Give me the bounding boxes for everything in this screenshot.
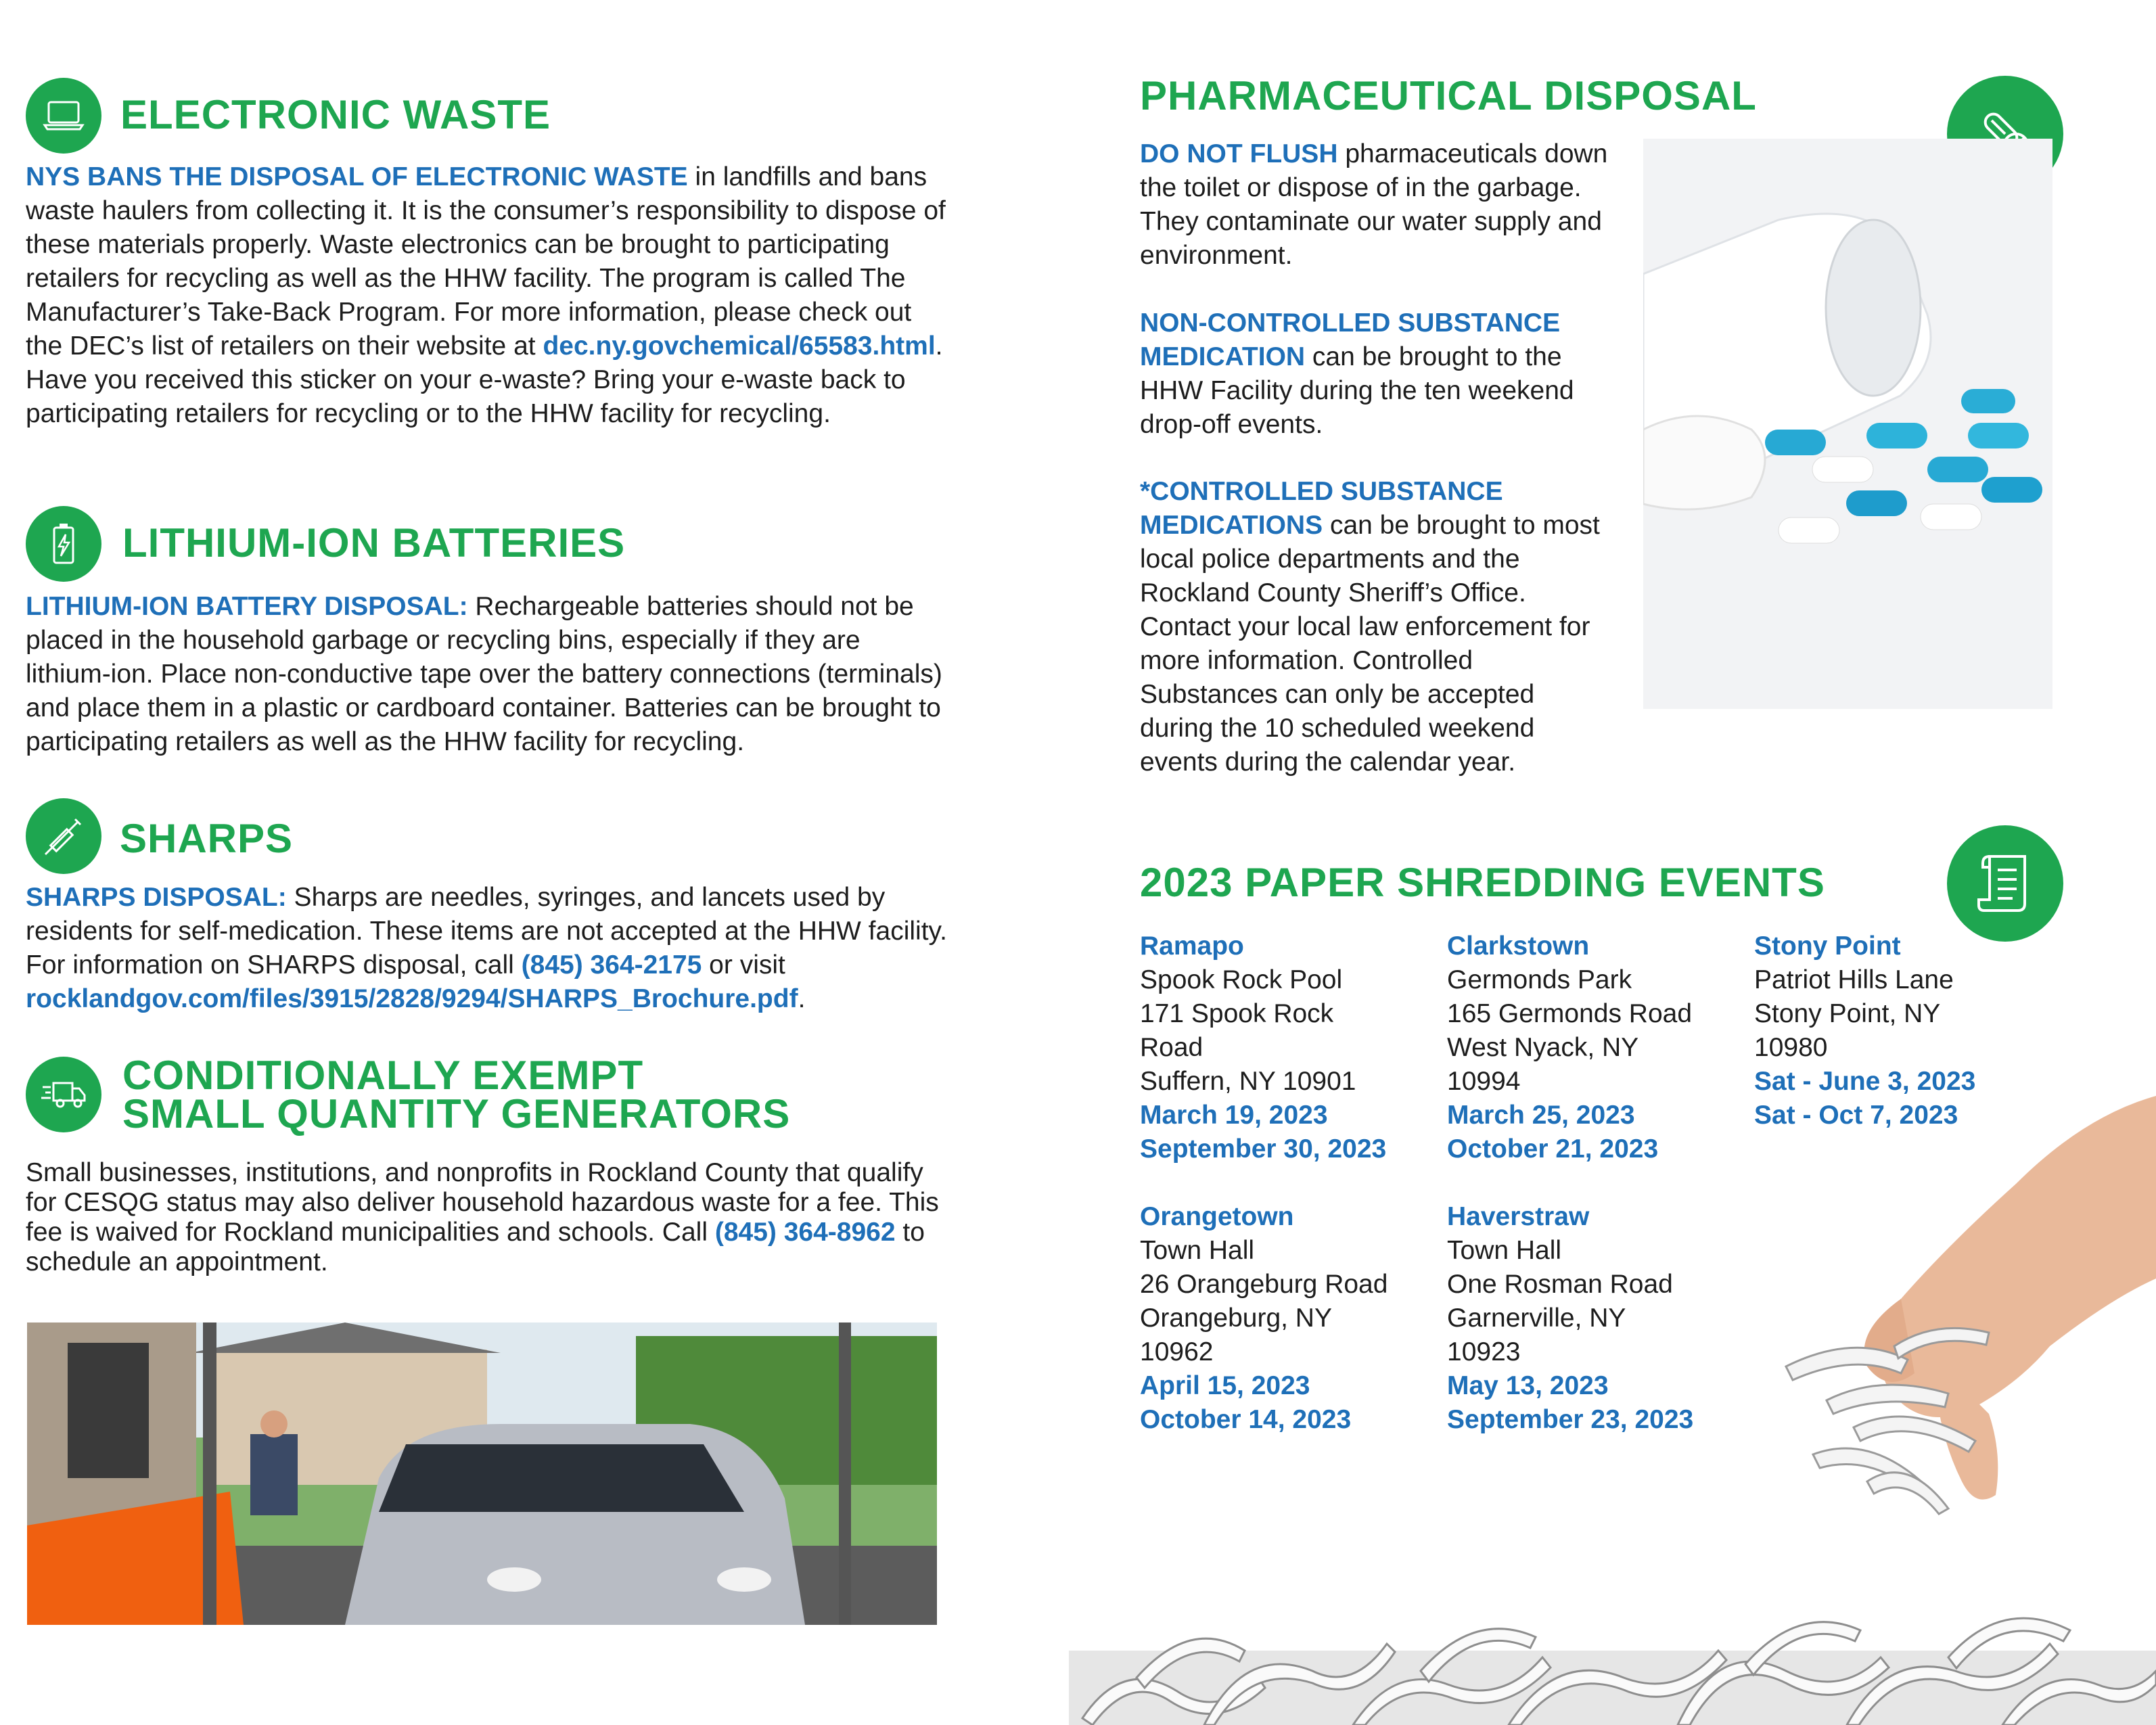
laptop-icon <box>26 78 101 154</box>
pharma-paragraph-2 <box>1140 306 1600 442</box>
event-address-line: Spook Rock Pool <box>1140 965 1343 994</box>
cesqg-text-1: Small businesses, institutions, and nonprofits in Rockland County that qualify for CESQG status may also deliver household hazardous waste for a fee. This fee is waived for Rockland municipalities and schools. Call <box>26 1158 939 1247</box>
event-town: Clarkstown <box>1447 932 1590 961</box>
cesqg-phone[interactable]: (845) 364-8962 <box>714 1218 896 1247</box>
lithium-text: Rechargeable batteries should not be placed in the household garbage or recycling bins, especially if they are lithium-ion. Place non-conductive tape over the battery connections (terminals) and place them in a plastic or cardboard container. Batteries can be brought to participating retailers as well as the HHW facility for recycling. <box>26 592 942 756</box>
pharma-lead-1: DO NOT FLUSH <box>1140 139 1338 168</box>
event-date: March 19, 2023 <box>1140 1101 1328 1130</box>
sharps-phone[interactable]: (845) 364-2175 <box>521 950 702 980</box>
event-date: Sat - June 3, 2023 <box>1754 1067 1976 1096</box>
delivery-truck-icon <box>26 1057 101 1132</box>
event-address-line: Stony Point, NY <box>1754 999 1941 1028</box>
event-address-line: 10962 <box>1140 1337 1214 1366</box>
section-title-cesqg-line-1: CONDITIONALLY EXEMPT <box>122 1053 644 1098</box>
event-town: Ramapo <box>1140 932 1244 961</box>
event-orangetown <box>1140 1200 1424 1437</box>
ewaste-lead: NYS BANS THE DISPOSAL OF ELECTRONIC WASTE <box>26 162 688 191</box>
sharps-text-1: Sharps are needles, syringes, and lancets used by residents for self-medication. These items are not accepted at the HHW facility. For information on SHARPS disposal, call <box>26 883 947 980</box>
hhw-dropoff-photo <box>27 1322 937 1625</box>
hand-shredded-paper-image <box>1732 1076 2156 1549</box>
event-address-line: Town Hall <box>1140 1236 1255 1265</box>
section-title-paper-shredding: 2023 PAPER SHREDDING EVENTS <box>1140 860 1825 905</box>
pharma-text-2: can be brought to the HHW Facility during the ten weekend drop-off events. <box>1140 342 1574 439</box>
event-address-line: One Rosman Road <box>1447 1270 1673 1299</box>
dec-website-link[interactable]: dec.ny.govchemical/65583.html <box>543 331 936 361</box>
document-scroll-icon <box>1947 825 2063 942</box>
cesqg-paragraph <box>26 1158 956 1277</box>
event-address-line: Orangeburg, NY <box>1140 1304 1332 1333</box>
event-date: October 14, 2023 <box>1140 1405 1352 1434</box>
event-address-line: 10923 <box>1447 1337 1521 1366</box>
section-title-cesqg-line-2: SMALL QUANTITY GENERATORS <box>122 1091 791 1136</box>
pill-bottle-photo <box>1643 139 2052 709</box>
event-date: May 13, 2023 <box>1447 1371 1609 1400</box>
event-address-line: 10994 <box>1447 1067 1521 1096</box>
event-date: October 21, 2023 <box>1447 1134 1659 1164</box>
sharps-text-2: or visit <box>702 950 785 980</box>
sharps-text-3: . <box>798 984 806 1013</box>
event-date: Sat - Oct 7, 2023 <box>1754 1101 1958 1130</box>
event-clarkstown <box>1447 929 1731 1166</box>
section-title-pharmaceutical: PHARMACEUTICAL DISPOSAL <box>1140 73 1757 118</box>
pharma-lead-2: NON-CONTROLLED SUBSTANCE MEDICATION <box>1140 308 1561 371</box>
event-date: September 30, 2023 <box>1140 1134 1387 1164</box>
event-address-line: Germonds Park <box>1447 965 1632 994</box>
event-date: April 15, 2023 <box>1140 1371 1310 1400</box>
pharma-text-3: can be brought to most local police departments and the Rockland County Sheriff’s Office. Contact your local law enforcement for more information. Controlled Substances can only be accepted during the 10 scheduled weekend events during the calendar year. <box>1140 511 1600 777</box>
sharps-lead: SHARPS DISPOSAL: <box>26 883 287 912</box>
event-address-line: Road <box>1140 1033 1203 1062</box>
ewaste-paragraph <box>26 160 949 431</box>
event-town: Stony Point <box>1754 932 1901 961</box>
event-address-line: Suffern, NY 10901 <box>1140 1067 1356 1096</box>
section-title-electronic-waste: ELECTRONIC WASTE <box>120 92 551 137</box>
event-ramapo <box>1140 929 1424 1166</box>
pharma-lead-3: *CONTROLLED SUBSTANCE MEDICATIONS <box>1140 477 1503 540</box>
syringe-icon <box>26 798 101 874</box>
battery-icon <box>26 506 101 582</box>
sharps-paragraph <box>26 881 956 1016</box>
pharma-paragraph-3 <box>1140 475 1613 779</box>
event-town: Haverstraw <box>1447 1202 1590 1231</box>
ewaste-text-2: . Have you received this sticker on your e-waste? Bring your e-waste back to participating retailers for recycling or to the HHW facility for recycling. <box>26 331 943 428</box>
event-address-line: 171 Spook Rock <box>1140 999 1334 1028</box>
event-town: Orangetown <box>1140 1202 1294 1231</box>
event-haverstraw <box>1447 1200 1731 1437</box>
event-address-line: 165 Germonds Road <box>1447 999 1693 1028</box>
event-date: March 25, 2023 <box>1447 1101 1635 1130</box>
event-date: September 23, 2023 <box>1447 1405 1694 1434</box>
event-address-line: 26 Orangeburg Road <box>1140 1270 1388 1299</box>
event-address-line: Patriot Hills Lane <box>1754 965 1954 994</box>
sharps-brochure-link[interactable]: rocklandgov.com/files/3915/2828/9294/SHARPS_Brochure.pdf <box>26 984 798 1013</box>
lithium-paragraph <box>26 590 949 759</box>
section-title-sharps: SHARPS <box>120 816 294 861</box>
event-address-line: Town Hall <box>1447 1236 1562 1265</box>
ewaste-text-1: in landfills and bans waste haulers from collecting it. It is the consumer’s responsibility to dispose of these materials properly. Waste electronics can be brought to participating retailers for recycling as well as the HHW facility. The program is called The Manufacturer’s Take-Back Program. For more information, please check out the DEC’s list of retailers on their website at <box>26 162 946 361</box>
cesqg-text-2: to schedule an appointment. <box>26 1218 925 1276</box>
lithium-lead: LITHIUM-ION BATTERY DISPOSAL: <box>26 592 468 621</box>
event-address-line: West Nyack, NY <box>1447 1033 1639 1062</box>
shredded-paper-pile-image <box>1069 1556 2156 1725</box>
pharma-text-1: pharmaceuticals down the toilet or dispose of in the garbage. They contaminate our water supply and environment. <box>1140 139 1608 270</box>
section-title-lithium-ion: LITHIUM-ION BATTERIES <box>122 520 626 566</box>
event-address-line: Garnerville, NY <box>1447 1304 1626 1333</box>
event-address-line: 10980 <box>1754 1033 1828 1062</box>
pharma-paragraph-1 <box>1140 137 1613 273</box>
